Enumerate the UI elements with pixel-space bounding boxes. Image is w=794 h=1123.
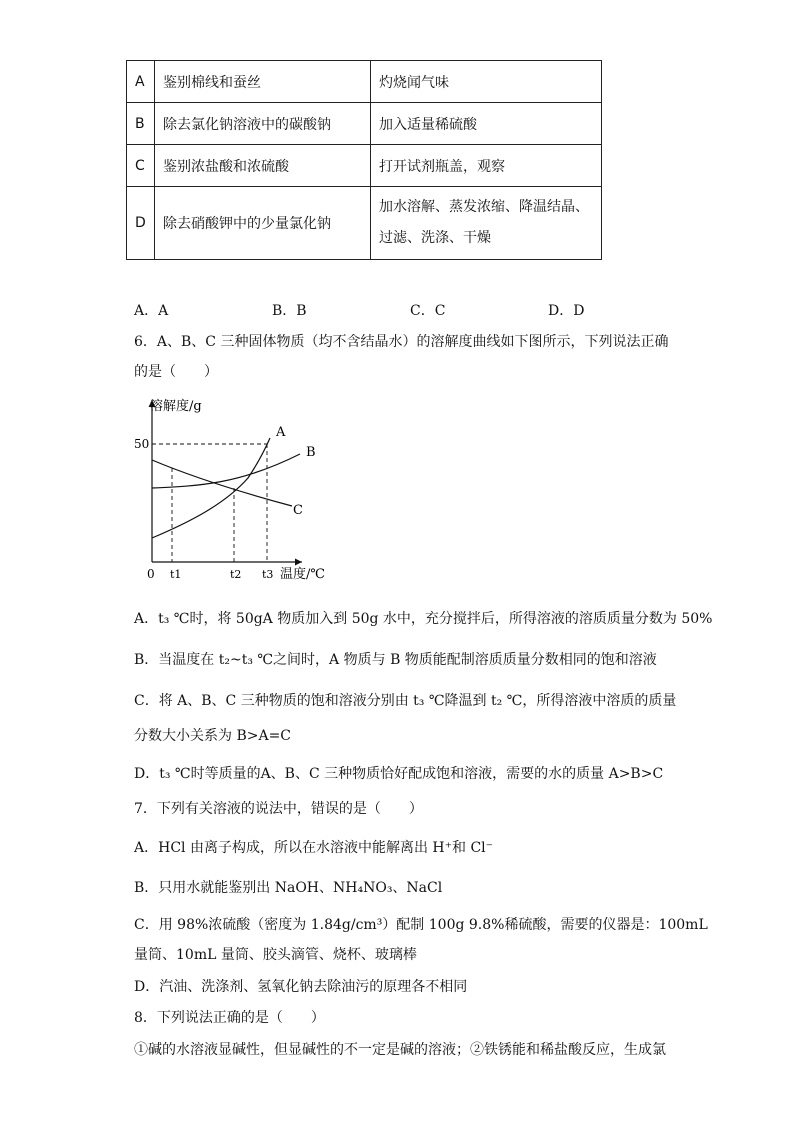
q7-option-a[interactable]: A．HCl 由离子构成，所以在水溶液中能解离出 H⁺和 Cl⁻ bbox=[134, 840, 494, 856]
row-method-line1: 加水溶解、蒸发浓缩、降温结晶、 bbox=[379, 199, 589, 215]
row-method: 打开试剂瓶盖，观察 bbox=[371, 145, 602, 187]
q6-option-d[interactable]: D．t₃ ℃时等质量的A、B、C 三种物质恰好配成饱和溶液，需要的水的质量 A>B>C bbox=[134, 766, 664, 782]
table-row bbox=[127, 103, 602, 145]
curve-label-a: A bbox=[276, 425, 286, 440]
row-key: B bbox=[127, 103, 155, 145]
y-tick-50: 50 bbox=[134, 437, 150, 451]
x-tick-t1: t1 bbox=[170, 568, 182, 581]
row-operation: 鉴别棉线和蚕丝 bbox=[155, 61, 371, 103]
row-operation: 除去氯化钠溶液中的碳酸钠 bbox=[155, 103, 371, 145]
x-axis-label: 温度/℃ bbox=[280, 567, 325, 582]
row-method: 加入适量稀硫酸 bbox=[371, 103, 602, 145]
q5-choice-d[interactable]: D．D bbox=[548, 303, 585, 319]
q6-stem-line1: 6．A、B、C 三种固体物质（均不含结晶水）的溶解度曲线如下图所示，下列说法正确 bbox=[134, 334, 669, 350]
table-row bbox=[127, 187, 602, 260]
solubility-curve-graph bbox=[130, 392, 340, 587]
x-tick-t2: t2 bbox=[230, 568, 242, 581]
q8-statement-line1: ①碱的水溶液显碱性，但显碱性的不一定是碱的溶液；②铁锈能和稀盐酸反应，生成氯 bbox=[134, 1042, 666, 1058]
q6-option-c-line2: 分数大小关系为 B>A=C bbox=[134, 728, 292, 744]
row-method-line2: 过滤、洗涤、干燥 bbox=[379, 230, 491, 246]
origin-label: 0 bbox=[147, 567, 155, 581]
q6-option-c-line1[interactable]: C．将 A、B、C 三种物质的饱和溶液分别由 t₃ ℃降温到 t₂ ℃，所得溶液中溶质的质量 bbox=[134, 693, 677, 709]
row-method: 灼烧闻气味 bbox=[371, 61, 602, 103]
row-operation: 鉴别浓盐酸和浓硫酸 bbox=[155, 145, 371, 187]
x-tick-t3: t3 bbox=[262, 568, 274, 581]
curve-label-b: B bbox=[306, 445, 316, 460]
row-key: D bbox=[127, 187, 155, 260]
table-row bbox=[127, 61, 602, 103]
table-row bbox=[127, 145, 602, 187]
q5-choice-b[interactable]: B．B bbox=[272, 303, 307, 319]
q6-option-b[interactable]: B．当温度在 t₂~t₃ ℃之间时，A 物质与 B 物质能配制溶质质量分数相同的饱和溶液 bbox=[134, 652, 657, 668]
options-table bbox=[126, 60, 602, 260]
row-key: C bbox=[127, 145, 155, 187]
row-method bbox=[371, 187, 602, 260]
q6-option-a[interactable]: A．t₃ ℃时，将 50gA 物质加入到 50g 水中，充分搅拌后，所得溶液的溶质质量分数为 50% bbox=[134, 611, 713, 627]
row-key: A bbox=[127, 61, 155, 103]
q7-option-d[interactable]: D．汽油、洗涤剂、氢氧化钠去除油污的原理各不相同 bbox=[134, 979, 468, 995]
q7-stem: 7．下列有关溶液的说法中，错误的是（ ） bbox=[134, 801, 423, 817]
q7-option-b[interactable]: B．只用水就能鉴别出 NaOH、NH₄NO₃、NaCl bbox=[134, 880, 443, 896]
q5-choice-a[interactable]: A．A bbox=[134, 303, 169, 319]
y-axis-label: 溶解度/g bbox=[150, 399, 202, 414]
q7-option-c-line1[interactable]: C．用 98%浓硫酸（密度为 1.84g/cm³）配制 100g 9.8%稀硫酸，需要的仪器是：100mL bbox=[134, 917, 708, 933]
q5-choice-c[interactable]: C．C bbox=[410, 303, 446, 319]
curve-label-c: C bbox=[293, 503, 303, 518]
q6-stem-line2: 的是（ ） bbox=[134, 364, 218, 380]
q7-option-c-line2: 量筒、10mL 量筒、胶头滴管、烧杯、玻璃棒 bbox=[134, 947, 417, 963]
curve-b bbox=[152, 454, 300, 488]
q8-stem: 8．下列说法正确的是（ ） bbox=[134, 1010, 325, 1026]
curve-a bbox=[152, 438, 270, 538]
row-operation: 除去硝酸钾中的少量氯化钠 bbox=[155, 187, 371, 260]
